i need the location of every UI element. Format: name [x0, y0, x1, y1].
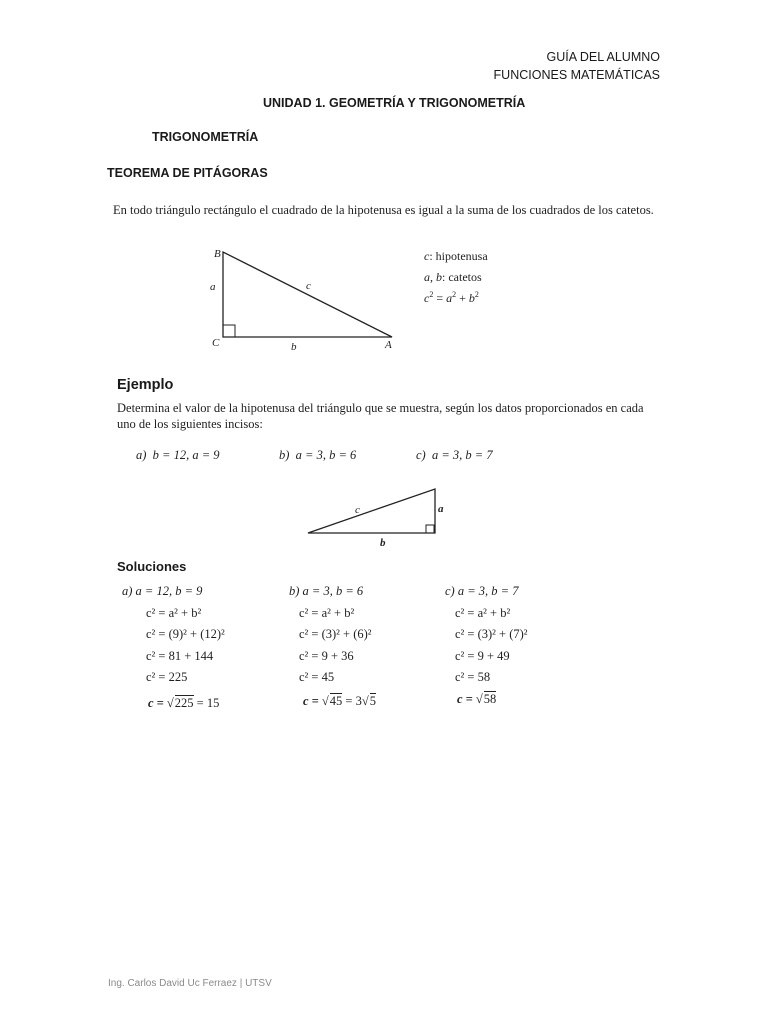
solution-c-line: c² = 58	[455, 670, 491, 684]
unit-title: UNIDAD 1. GEOMETRÍA Y TRIGONOMETRÍA	[263, 96, 526, 110]
solution-a-line: c² = a² + b²	[146, 605, 202, 620]
solution-b-title: b) a = 3, b = 6	[289, 584, 364, 598]
legend	[424, 246, 488, 309]
solution-b-final: c = √45 = 3√5	[303, 693, 376, 708]
legend-hypotenuse: c: hipotenusa	[424, 249, 488, 263]
solution-a-line: c² = 225	[146, 670, 188, 684]
solution-a-line: c² = 81 + 144	[146, 648, 214, 663]
example-item-c: c) a = 3, b = 7	[416, 448, 493, 462]
solution-column-c	[445, 581, 528, 710]
subsection-title: TEOREMA DE PITÁGORAS	[107, 166, 268, 180]
right-triangle-diagram	[205, 240, 405, 355]
section-title: TRIGONOMETRÍA	[152, 130, 259, 144]
solution-c-line: c² = a² + b²	[455, 605, 511, 620]
solutions-heading: Soluciones	[117, 559, 187, 574]
solution-b-line: c² = 45	[299, 670, 335, 684]
solution-b-line: c² = 9 + 36	[299, 648, 354, 663]
solution-b-line: c² = (3)² + (6)²	[299, 627, 372, 641]
solution-b-line: c² = a² + b²	[299, 605, 355, 620]
example-item-a: a) b = 12, a = 9	[136, 448, 220, 462]
example-item-b: b) a = 3, b = 6	[279, 448, 357, 462]
side-a-label: a	[210, 281, 216, 293]
side-c-label: c	[306, 280, 311, 292]
solution-c-final: c = √58	[457, 691, 497, 706]
legend-legs: a, b: catetos	[424, 270, 482, 284]
triangle-shape	[223, 252, 392, 337]
solution-column-b	[289, 581, 376, 712]
solution-a-title: a) a = 12, b = 9	[122, 584, 203, 598]
example-side-a-label: a	[438, 503, 444, 515]
solution-column-a	[122, 581, 225, 714]
solution-a-final: c = √225 = 15	[148, 695, 220, 710]
solution-a-line: c² = (9)² + (12)²	[146, 627, 225, 641]
doc-header	[494, 48, 660, 84]
header-line-2: FUNCIONES MATEMÁTICAS	[493, 68, 660, 82]
example-triangle-diagram	[300, 480, 460, 550]
header-line-1: GUÍA DEL ALUMNO	[546, 50, 660, 64]
right-angle-marker	[223, 325, 235, 337]
solution-c-line: c² = 9 + 49	[455, 648, 510, 663]
legend-formula: $c^2 = a^2 + b^2$	[424, 290, 479, 305]
vertex-b-label: B	[214, 248, 221, 260]
theorem-statement: En todo triángulo rectángulo el cuadrado de la hipotenusa es igual a la suma de los cuadrados de los catetos.	[113, 203, 654, 217]
solution-c-line: c² = (3)² + (7)²	[455, 627, 528, 641]
example-triangle-shape	[308, 489, 435, 533]
example-heading: Ejemplo	[117, 377, 174, 393]
page-footer: Ing. Carlos David Uc Ferraez | UTSV	[108, 978, 272, 989]
side-b-label: b	[291, 341, 297, 353]
example-side-c-label: c	[355, 504, 360, 516]
solution-c-title: c) a = 3, b = 7	[445, 584, 519, 598]
example-right-angle-marker	[426, 525, 434, 533]
example-side-b-label: b	[380, 537, 386, 549]
vertex-a-label: A	[385, 339, 392, 351]
example-instructions: Determina el valor de la hipotenusa del triángulo que se muestra, según los datos proporcionados en cada uno de los siguientes incisos:	[117, 401, 644, 431]
vertex-c-label: C	[212, 337, 220, 349]
